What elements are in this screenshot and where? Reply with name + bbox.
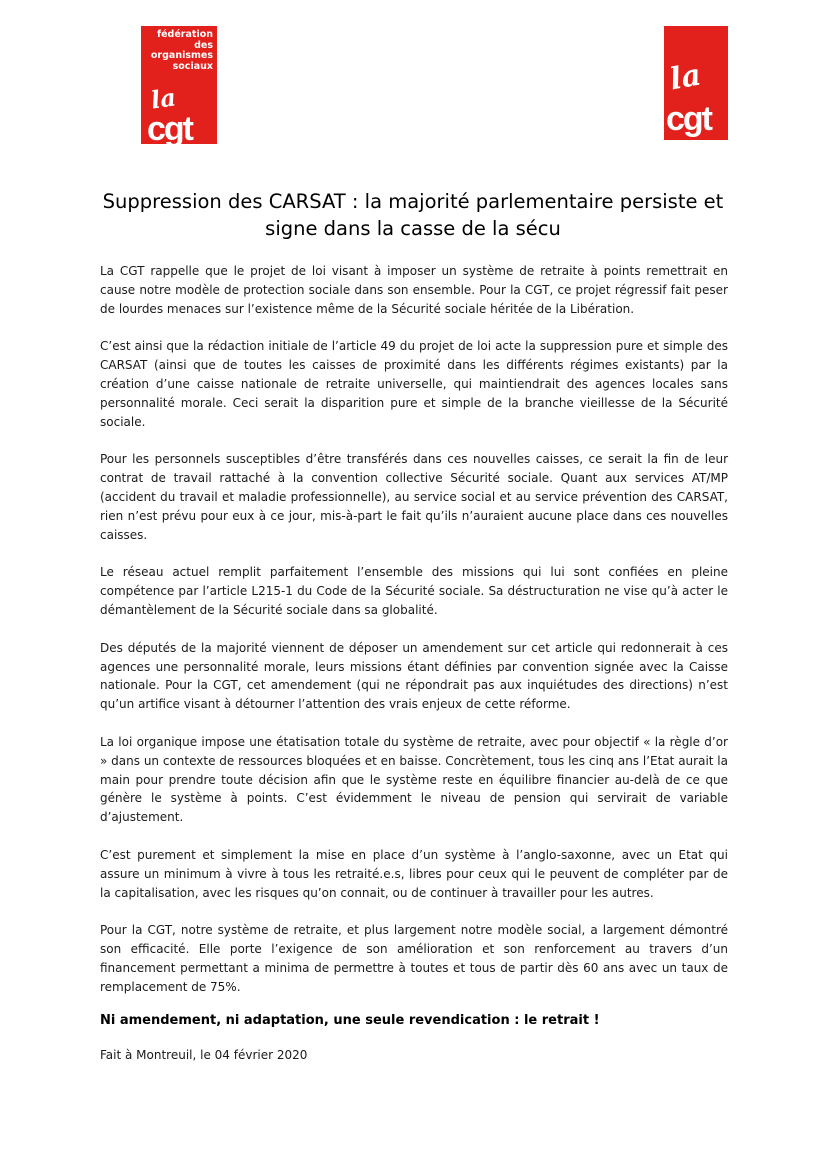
body-paragraph: Des députés de la majorité viennent de déposer un amendement sur cet article qui redonnerait à ces agences une personnalité morale, leurs missions étant définies par convention signée avec la Caisse nationale. Pour la CGT, cet amendement (qui ne répondrait pas aux inquiétudes des directions) n’est qu’un artifice visant à détourner l’attention des vrais enjeux de cette réforme.: [100, 640, 728, 712]
logo-cgt-text: cgt: [666, 100, 711, 138]
body-paragraph: La CGT rappelle que le projet de loi visant à imposer un système de retraite à points remettrait en cause notre modèle de protection sociale dans son ensemble. Pour la CGT, ce projet régressif fait peser de lourdes menaces sur l’existence même de la Sécurité sociale héritée de la Libération.: [100, 264, 728, 316]
body-paragraph: C’est purement et simplement la mise en place d’un système à l’anglo-saxonne, avec un Etat qui assure un minimum à vivre à tous les retraité.e.s, libres pour ceux qui le peuvent de compléter par de la capitalisation, avec les risques qu’on connait, ou de continuer à travailler pour les autres.: [100, 847, 728, 900]
federation-name-line: fédération: [156, 29, 213, 40]
logo-la-text: la: [667, 57, 704, 98]
federation-name-line: organismes: [150, 50, 213, 61]
cgt-logo: [664, 26, 728, 140]
signature-line: Fait à Montreuil, le 04 février 2020: [100, 1048, 308, 1062]
document-title: Suppression des CARSAT : la majorité parlementaire persiste et signe dans la casse de la sécu: [102, 190, 724, 240]
logo-cgt-text: cgt: [147, 110, 192, 148]
federation-name-line: des: [194, 39, 213, 51]
federation-name: [147, 30, 213, 72]
body-paragraph: Pour la CGT, notre système de retraite, et plus largement notre modèle social, a largement démontré son efficacité. Elle porte l’exigence de son amélioration et son renforcement au travers d’un financement permettant a minima de permettre à toutes et tous de partir dès 60 ans avec un taux de remplacement de 75%.: [100, 923, 728, 994]
federation-name-line: sociaux: [172, 60, 213, 72]
document-body: [100, 262, 728, 1016]
logo-la-text: la: [149, 82, 178, 115]
cgt-federation-logo: [141, 26, 217, 148]
slogan: Ni amendement, ni adaptation, une seule revendication : le retrait !: [100, 1013, 600, 1028]
body-paragraph: C’est ainsi que la rédaction initiale de l’article 49 du projet de loi acte la suppression pure et simple des CARSAT (ainsi que de toutes les caisses de proximité dans les différents régimes existants) par la création d’une caisse nationale de retraite universelle, qui maintiendrait des agences locales sans personnalité morale. Ceci serait la disparition pure et simple de la branche vieillesse de la Sécurité sociale.: [100, 339, 728, 429]
body-paragraph: Pour les personnels susceptibles d’être transférés dans ces nouvelles caisses, ce serait la fin de leur contrat de travail rattaché à la convention collective Sécurité sociale. Quant aux services AT/MP (accident du travail et maladie professionnelle), au service social et au service prévention des CARSAT, rien n’est prévu pour eux à ce jour, mis-à-part le fait qu’ils n’auraient aucune place dans ces nouvelles caisses.: [100, 452, 728, 542]
body-paragraph: La loi organique impose une étatisation totale du système de retraite, avec pour objectif « la règle d’or » dans un contexte de ressources bloquées et en baisse. Concrètement, tous les cinq ans l’Etat aurait la main pour prendre toute décision afin que le système reste en équilibre financier au-delà de ce que génère le système à points. C’est évidemment le niveau de pension qui servirait de variable d’ajustement.: [100, 734, 728, 825]
body-paragraph: Le réseau actuel remplit parfaitement l’ensemble des missions qui lui sont confiées en pleine compétence par l’article L215-1 du Code de la Sécurité sociale. Sa déstructuration ne vise qu’à acter le démantèlement de la Sécurité sociale dans sa globalité.: [100, 565, 728, 617]
